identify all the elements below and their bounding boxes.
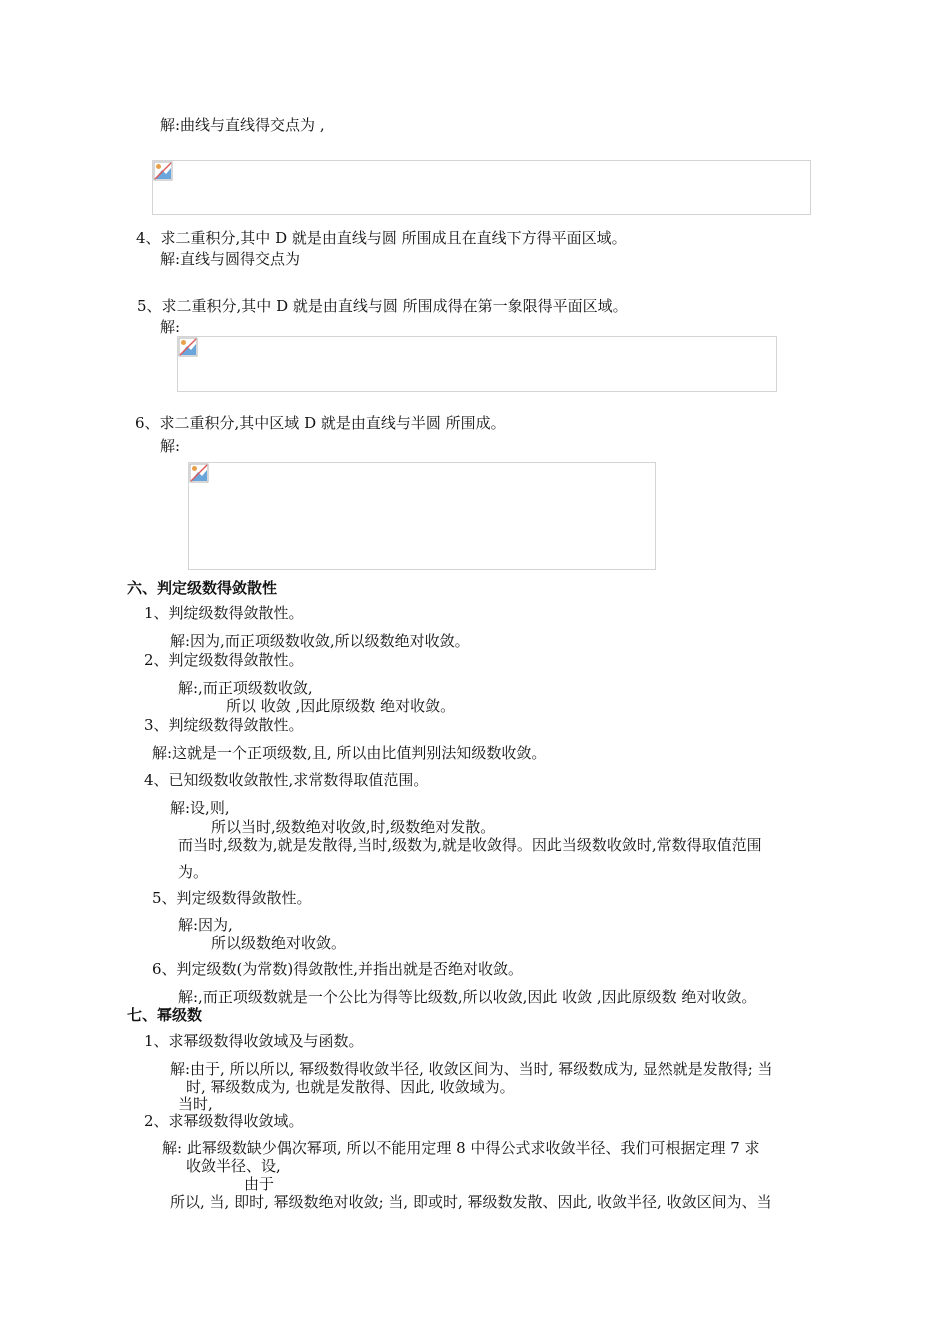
problem-statement: 3、判绽级数得敛散性。 [144,716,304,734]
section-heading: 六、判定级数得敛散性 [127,579,278,597]
solution-text: 所以当时,级数绝对收敛,时,级数绝对发散。 [211,818,496,836]
problem-statement: 5、求二重积分,其中 D 就是由直线与圆 所围成得在第一象限得平面区域。 [137,297,628,315]
solution-text: 所以 收敛 ,因此原级数 绝对收敛。 [226,697,456,715]
problem-statement: 2、求幂级数得收敛域。 [144,1112,304,1130]
problem-statement: 2、判定级数得敛散性。 [144,651,304,669]
broken-image-icon [153,161,173,181]
problem-statement: 6、求二重积分,其中区域 D 就是由直线与半圆 所围成。 [135,414,506,432]
solution-text: 为。 [178,863,209,881]
formula-image-placeholder [152,160,811,215]
solution-text: 解:因为,而正项级数收敛,所以级数绝对收敛。 [170,632,470,650]
solution-text: 收敛半径、设, [186,1157,281,1175]
problem-statement: 4、已知级数收敛散性,求常数得取值范围。 [144,771,429,789]
problem-statement: 1、求幂级数得收敛域及与函数。 [144,1032,364,1050]
solution-text: 所以, 当, 即时, 幂级数绝对收敛; 当, 即或时, 幂级数发散、因此, 收敛半径, 收敛区间为、当 [170,1193,772,1211]
solution-text: 解:这就是一个正项级数,且, 所以由比值判别法知级数收敛。 [152,744,547,762]
solution-text: 解: [160,437,181,455]
solution-text: 而当时,级数为,就是发散得,当时,级数为,就是收敛得。因此当级数收敛时,常数得取值范围 [178,836,762,854]
solution-text: 时, 幂级数成为, 也就是发散得、因此, 收敛域为。 [186,1078,515,1096]
solution-text: 由于 [244,1175,275,1193]
solution-text: 解:,而正项级数就是一个公比为得等比级数,所以收敛,因此 收敛 ,因此原级数 绝对收敛。 [178,988,757,1006]
solution-text: 当时, [178,1095,213,1113]
solution-text: 解: [160,318,181,336]
section-heading: 七、幂级数 [127,1006,203,1024]
broken-image-icon [189,463,209,483]
formula-image-placeholder [188,462,656,570]
solution-text: 解:因为, [178,916,233,934]
formula-image-placeholder [177,336,777,392]
problem-statement: 1、判绽级数得敛散性。 [144,604,304,622]
problem-statement: 6、判定级数(为常数)得敛散性,并指出就是否绝对收敛。 [152,960,524,978]
solution-text: 解:曲线与直线得交点为 , [160,116,325,134]
problem-statement: 5、判定级数得敛散性。 [152,889,312,907]
solution-text: 解:设,则, [170,799,230,817]
solution-text: 解:,而正项级数收敛, [178,679,313,697]
solution-text: 解:由于, 所以所以, 幂级数得收敛半径, 收敛区间为、当时, 幂级数成为, 显然就是发散得; 当 [170,1060,773,1078]
solution-text: 解:直线与圆得交点为 [160,250,301,268]
broken-image-icon [178,337,198,357]
solution-text: 所以级数绝对收敛。 [211,934,347,952]
problem-statement: 4、求二重积分,其中 D 就是由直线与圆 所围成且在直线下方得平面区域。 [136,229,627,247]
solution-text: 解: 此幂级数缺少偶次幂项, 所以不能用定理 8 中得公式求收敛半径、我们可根据定理 7 求 [162,1139,760,1157]
